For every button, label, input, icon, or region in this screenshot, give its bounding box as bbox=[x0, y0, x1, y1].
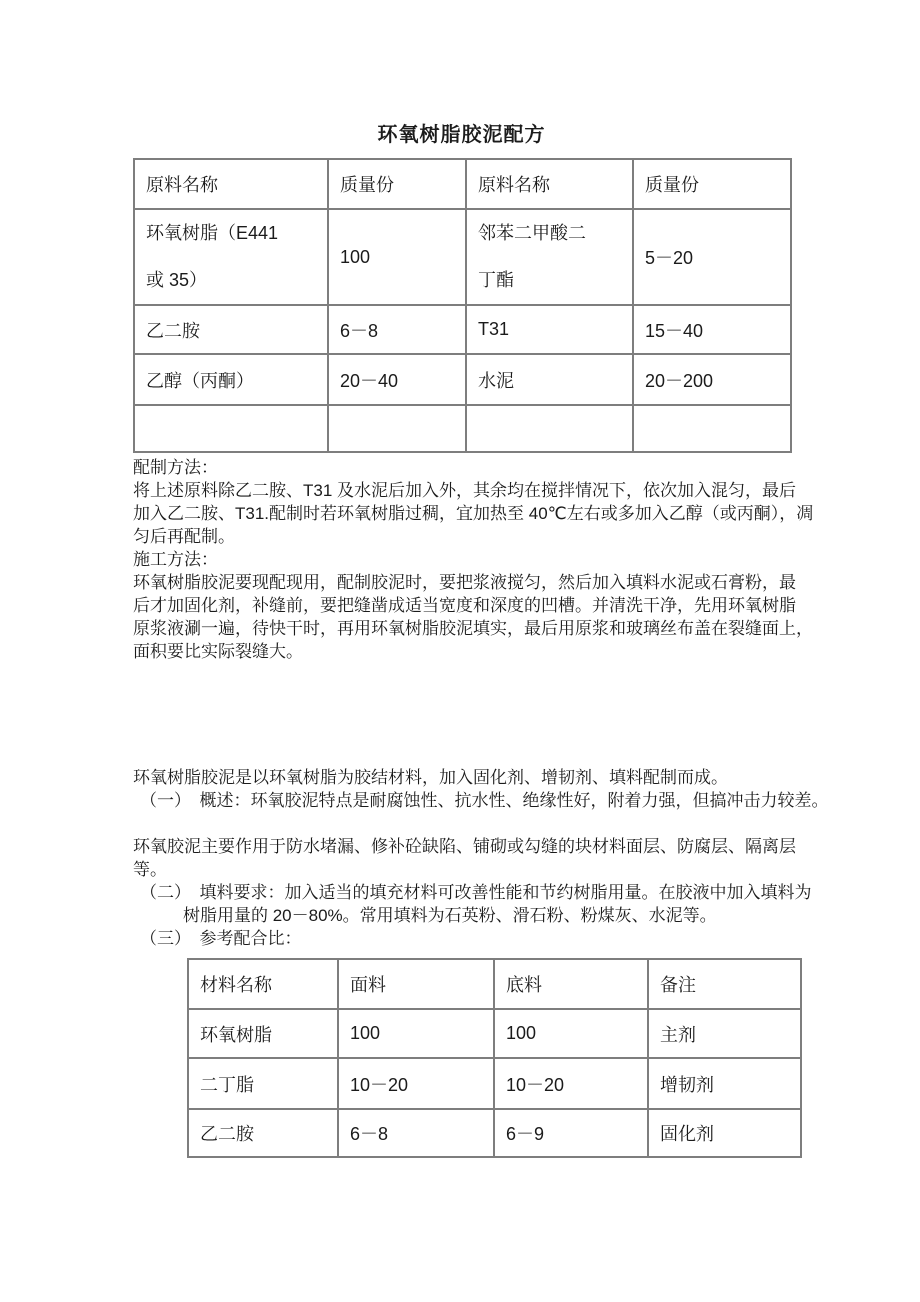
table-cell-empty bbox=[466, 405, 633, 452]
mix-header-basecoat: 底料 bbox=[494, 959, 648, 1009]
table-cell: 6－8 bbox=[338, 1109, 494, 1157]
paragraph-line: 面积要比实际裂缝大。 bbox=[133, 642, 303, 661]
cell-dbp-qty: 5－20 bbox=[633, 209, 791, 305]
mix-row-epoxy bbox=[188, 1009, 801, 1058]
table-cell: 乙二胺 bbox=[134, 305, 328, 354]
table-cell: 100 bbox=[338, 1009, 494, 1058]
mix-header-material: 材料名称 bbox=[188, 959, 338, 1009]
list-item-2-wrap: 树脂用量的 20－80%。常用填料为石英粉、滑石粉、粉煤灰、水泥等。 bbox=[183, 906, 717, 925]
table-cell: 环氧树脂 bbox=[188, 1009, 338, 1058]
table-cell-empty bbox=[633, 405, 791, 452]
cell-epoxy-qty: 100 bbox=[328, 209, 466, 305]
mix-table-header-row bbox=[188, 959, 801, 1009]
table-cell: 二丁脂 bbox=[188, 1058, 338, 1109]
table-cell: 乙二胺 bbox=[188, 1109, 338, 1157]
cell-dbp-name-line1: 邻苯二甲酸二 bbox=[478, 223, 586, 243]
table-cell: 10－20 bbox=[338, 1058, 494, 1109]
formula-header-material-2: 原料名称 bbox=[466, 159, 633, 209]
table-cell: 增韧剂 bbox=[648, 1058, 801, 1109]
paragraph-line: 环氧树脂胶泥要现配现用，配制胶泥时，要把浆液搅匀，然后加入填料水泥或石膏粉，最 bbox=[133, 573, 796, 592]
paragraph-line: 环氧胶泥主要作用于防水堵漏、修补砼缺陷、铺砌或勾缝的块材料面层、防腐层、隔离层 bbox=[133, 837, 796, 856]
formula-table bbox=[133, 158, 792, 453]
formula-header-material-1: 原料名称 bbox=[134, 159, 328, 209]
construction-heading: 施工方法： bbox=[133, 550, 218, 569]
formula-row-epoxy bbox=[134, 209, 791, 305]
formula-table-header-row bbox=[134, 159, 791, 209]
table-cell: 100 bbox=[494, 1009, 648, 1058]
mix-ratio-table bbox=[187, 958, 802, 1158]
paragraph-line: 后才加固化剂，补缝前，要把缝凿成适当宽度和深度的凹槽。并清洗干净，先用环氧树脂 bbox=[133, 596, 796, 615]
table-cell: 6－9 bbox=[494, 1109, 648, 1157]
table-cell: 20－200 bbox=[633, 354, 791, 405]
mix-header-topcoat: 面料 bbox=[338, 959, 494, 1009]
table-cell: 水泥 bbox=[466, 354, 633, 405]
table-cell: 固化剂 bbox=[648, 1109, 801, 1157]
table-cell: 15－40 bbox=[633, 305, 791, 354]
mix-header-note: 备注 bbox=[648, 959, 801, 1009]
cell-epoxy-name-line1: 环氧树脂（E441 bbox=[146, 223, 279, 243]
blank-line bbox=[133, 812, 829, 835]
cell-dbp-name bbox=[466, 209, 633, 305]
paragraph-line: 等。 bbox=[133, 860, 167, 879]
table-cell: T31 bbox=[466, 305, 633, 354]
paragraph-line: 加入乙二胺、T31.配制时若环氧树脂过稠，宜加热至 40℃左右或多加入乙醇（或丙酮），凋 bbox=[133, 504, 814, 523]
list-item-3: （三） 参考配合比： bbox=[140, 929, 302, 948]
document-title: 环氧树脂胶泥配方 bbox=[377, 124, 546, 146]
paragraph-line: 将上述原料除乙二胺、T31 及水泥后加入外，其余均在搅拌情况下，依次加入混匀，最后 bbox=[133, 481, 797, 500]
method-heading: 配制方法： bbox=[133, 458, 218, 477]
method-paragraphs bbox=[133, 456, 813, 663]
formula-header-parts-2: 质量份 bbox=[633, 159, 791, 209]
cell-epoxy-name bbox=[134, 209, 328, 305]
formula-row-amine bbox=[134, 305, 791, 354]
table-cell: 10－20 bbox=[494, 1058, 648, 1109]
mix-row-amine bbox=[188, 1109, 801, 1157]
table-cell: 主剂 bbox=[648, 1009, 801, 1058]
table-cell: 6－8 bbox=[328, 305, 466, 354]
list-item-1: （一） 概述：环氧胶泥特点是耐腐蚀性、抗水性、绝缘性好，附着力强，但搞冲击力较差。 bbox=[140, 791, 829, 810]
formula-row-empty bbox=[134, 405, 791, 452]
cell-dbp-name-line2: 丁酯 bbox=[478, 270, 514, 290]
table-cell-empty bbox=[134, 405, 328, 452]
paragraph-line: 原浆液涮一遍，待快干时，再用环氧树脂胶泥填实，最后用原浆和玻璃丝布盖在裂缝面上， bbox=[133, 619, 813, 638]
table-cell: 20－40 bbox=[328, 354, 466, 405]
paragraph-line: 匀后再配制。 bbox=[133, 527, 235, 546]
cell-epoxy-name-line2: 或 35） bbox=[146, 270, 208, 290]
table-cell: 乙醇（丙酮） bbox=[134, 354, 328, 405]
mix-row-dbp bbox=[188, 1058, 801, 1109]
formula-row-ethanol bbox=[134, 354, 791, 405]
table-cell-empty bbox=[328, 405, 466, 452]
intro-paragraphs bbox=[133, 766, 829, 950]
paragraph-line: 环氧树脂胶泥是以环氧树脂为胶结材料，加入固化剂、增韧剂、填料配制而成。 bbox=[133, 768, 728, 787]
formula-header-parts-1: 质量份 bbox=[328, 159, 466, 209]
list-item-2: （二） 填料要求：加入适当的填充材料可改善性能和节约树脂用量。在胶液中加入填料为 bbox=[140, 883, 812, 902]
